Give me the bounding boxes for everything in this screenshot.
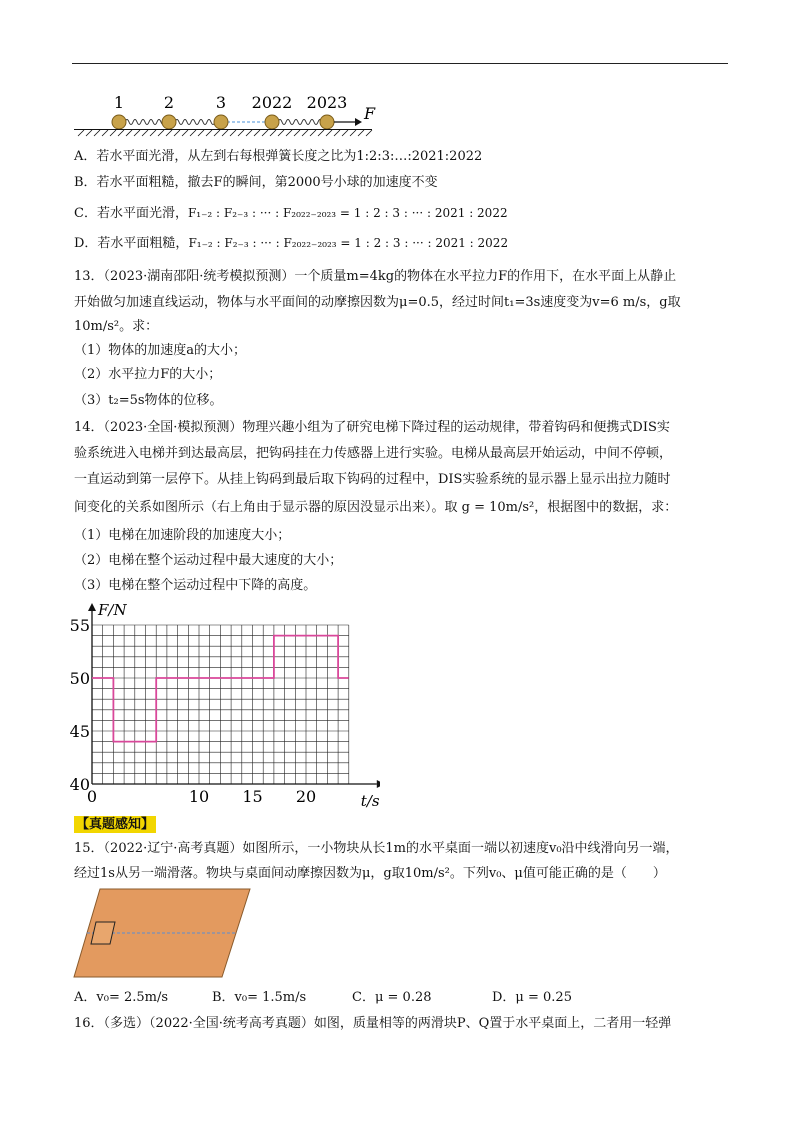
q14-sub-1: （1）电梯在加速阶段的加速度大小； [74, 528, 291, 543]
q14-sub-2: （2）电梯在整个运动过程中最大速度的大小； [74, 553, 343, 568]
q14-line-4: 间变化的关系如图所示（右上角由于显示器的原因没显示出来）。取 g = 10m/s²，根据图中的数据，求： [74, 500, 678, 515]
force-time-chart [70, 600, 380, 810]
q12-option-d [74, 234, 508, 253]
section-tag: 【真题感知】 [76, 817, 155, 832]
q13-sub-3: （3）t₂=5s物体的位移。 [74, 393, 223, 408]
header-rule [72, 63, 728, 64]
ball [162, 115, 176, 129]
x-axis-label: t/s [360, 792, 380, 810]
ball [265, 115, 279, 129]
ball-label-2023: 2023 [306, 93, 348, 112]
q15-option-c: C．μ = 0.28 [352, 990, 432, 1005]
spring [175, 120, 219, 125]
force-label: F [364, 104, 376, 123]
ball-label-1: 1 [113, 93, 125, 112]
q14-sub-3: （3）电梯在整个运动过程中下降的高度。 [74, 578, 317, 593]
q13-line-3: 10m/s²。求： [74, 319, 159, 334]
ball-label-2022: 2022 [251, 93, 293, 112]
spring [125, 120, 165, 125]
q13-line-1: 13．（2023·湖南邵阳·统考模拟预测）一个质量m=4kg的物体在水平拉力F的作用下，在水平面上从静止 [74, 269, 677, 284]
q13-sub-2: （2）水平拉力F的大小； [74, 367, 222, 382]
q12-option-c [74, 204, 508, 223]
x-tick-label: 0 [86, 787, 98, 806]
ball-label-3: 3 [215, 93, 227, 112]
q14-line-1: 14．（2023·全国·模拟预测）物理兴趣小组为了研究电梯下降过程的运动规律，带着钩码和便携式DIS实 [74, 420, 670, 435]
chart-ticks [70, 616, 316, 806]
ball [214, 115, 228, 129]
x-axis-arrow [377, 780, 380, 788]
spring-balls-figure [72, 88, 382, 138]
spring [278, 120, 322, 125]
ground-hatch [78, 130, 372, 136]
ball [112, 115, 126, 129]
chart-grid [92, 625, 349, 784]
q13-line-2: 开始做匀加速直线运动，物体与水平面间的动摩擦因数为μ=0.5，经过时间t₁=3s速度变为v=6 m/s，g取 [74, 295, 681, 310]
chart-axes [88, 603, 380, 788]
q12-option-c-prefix: C．若水平面光滑， [74, 206, 188, 221]
q12-option-c-formula: F₁₋₂ : F₂₋₃ : ··· : F₂₀₂₂₋₂₀₂₃ = 1 : 2 : 3 : ··· : 2021 : 2022 [187, 206, 508, 220]
q12-option-a: A．若水平面光滑，从左到右每根弹簧长度之比为1:2:3:…:2021:2022 [74, 149, 483, 164]
q15-option-b: B．v₀= 1.5m/s [212, 990, 307, 1005]
y-axis-label: F/N [98, 601, 127, 619]
y-tick-label: 55 [70, 616, 90, 635]
q15-line-1: 15．（2022·辽宁·高考真题）如图所示，一小物块从长1m的水平桌面一端以初速度v₀沿中线滑向另一端， [74, 841, 679, 856]
ball [320, 115, 334, 129]
q16-line-1: 16．（多选）（2022·全国·统考高考真题）如图，质量相等的两滑块P、Q置于水平桌面上，二者用一轻弹 [74, 1016, 672, 1031]
q15-line-2: 经过1s从另一端滑落。物块与桌面间动摩擦因数为μ，g取10m/s²。下列v₀、μ值可能正确的是（ ） [74, 866, 666, 881]
q12-option-d-prefix: D．若水平面粗糙， [74, 236, 189, 251]
q14-line-2: 验系统进入电梯并到达最高层，把钩码挂在力传感器上进行实验。电梯从最高层开始运动，中间不停顿， [74, 446, 673, 461]
table-figure [72, 886, 254, 982]
ball-label-2: 2 [163, 93, 175, 112]
q14-line-3: 一直运动到第一层停下。从挂上钩码到最后取下钩码的过程中，DIS实验系统的显示器上显示出拉力随时 [74, 472, 671, 487]
y-tick-label: 45 [70, 722, 90, 741]
y-axis-arrow [88, 603, 96, 611]
x-tick-label: 15 [242, 787, 263, 806]
q13-sub-1: （1）物体的加速度a的大小； [74, 343, 247, 358]
q12-option-d-formula: F₁₋₂ : F₂₋₃ : ··· : F₂₀₂₂₋₂₀₂₃ = 1 : 2 : 3 : ··· : 2021 : 2022 [188, 236, 509, 250]
y-tick-label: 50 [70, 669, 90, 688]
x-tick-label: 10 [188, 787, 210, 806]
x-tick-label: 20 [295, 787, 317, 806]
force-arrow-head [355, 118, 362, 126]
q15-option-d: D．μ = 0.25 [492, 990, 572, 1005]
q15-option-a: A．v₀= 2.5m/s [74, 990, 169, 1005]
y-tick-label: 40 [70, 775, 90, 794]
q12-option-b: B．若水平面粗糙，撤去F的瞬间，第2000号小球的加速度不变 [74, 175, 438, 190]
